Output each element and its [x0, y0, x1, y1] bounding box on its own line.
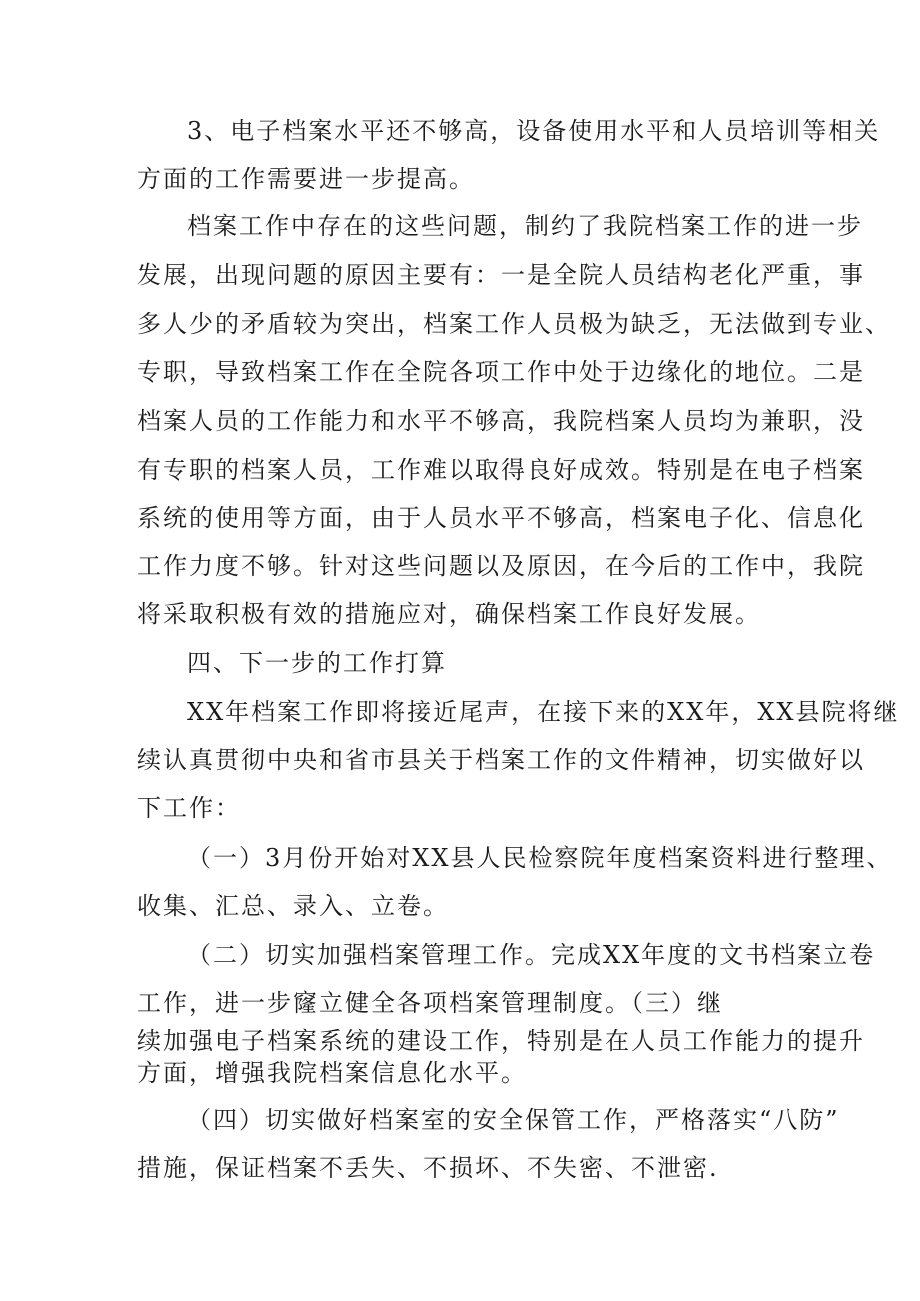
list-item: （四）切实做好档案室的安全保管工作，严格落实“八防” — [187, 1106, 840, 1134]
text-line: 有专职的档案人员，工作难以取得良好成效。特别是在电子档案 — [137, 456, 865, 484]
list-item: （二）切实加强档案管理工作。完成XX年度的文书档案立卷 — [187, 941, 876, 969]
text-line: 方面，增强我院档案信息化水平。 — [137, 1059, 527, 1087]
text-line: 工作，进一步窿立健全各项档案管理制度。（三）继 — [137, 989, 723, 1017]
text-line: 续认真贯彻中央和省市县关于档案工作的文件精神，切实做好以 — [137, 746, 865, 774]
text-line: 收集、汇总、录入、立卷。 — [137, 892, 449, 920]
text-line: 将采取积极有效的措施应对，确保档案工作良好发展。 — [137, 600, 761, 628]
text-line: 发展，出现问题的原因主要有：一是全院人员结构老化严重，事 — [137, 261, 865, 289]
text-line: 3、电子档案水平还不够高，设备使用水平和人员培训等相关 — [187, 117, 881, 145]
text-line: 工作力度不够。针对这些问题以及原因，在今后的工作中，我院 — [137, 552, 865, 580]
text-line: 措施，保证档案不丢失、不损坏、不失密、不泄密. — [137, 1154, 719, 1182]
text-line: 续加强电子档案系统的建设工作，特别是在人员工作能力的提升 — [137, 1027, 865, 1055]
text-line: 方面的工作需要进一步提高。 — [137, 165, 475, 193]
text-line: 系统的使用等方面，由于人员水平不够高，档案电子化、信息化 — [137, 504, 865, 532]
section-heading: 四、下一步的工作打算 — [187, 649, 447, 677]
text-line: 档案人员的工作能力和水平不够高，我院档案人员均为兼职，没 — [137, 407, 865, 435]
list-item: （一）3月份开始对XX县人民检察院年度档案资料进行整理、 — [187, 844, 893, 872]
text-line: 多人少的矛盾较为突出，档案工作人员极为缺乏，无法做到专业、 — [137, 310, 891, 338]
text-line: 专职，导致档案工作在全院各项工作中处于边缘化的地位。二是 — [137, 358, 865, 386]
text-line: 下工作： — [137, 794, 241, 822]
text-line: 档案工作中存在的这些问题，制约了我院档案工作的进一步 — [187, 212, 863, 240]
text-line: XX年档案工作即将接近尾声，在接下来的XX年，XX县院将继 — [187, 698, 900, 726]
